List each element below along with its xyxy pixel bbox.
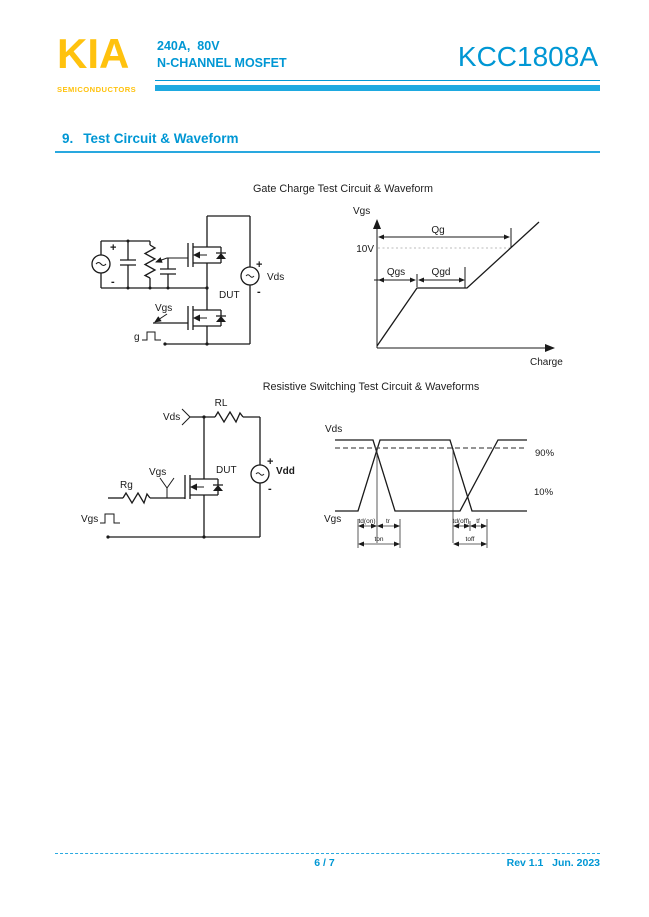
- capacitor-2: [160, 258, 176, 288]
- vdd-plus-label: +: [267, 456, 274, 468]
- axis-label-vgs: Vgs: [353, 206, 371, 217]
- rg-resistor: [123, 493, 150, 503]
- vdd-minus-label: -: [268, 483, 272, 495]
- td-on-label: td(on): [358, 518, 376, 525]
- capacitor-1: [120, 241, 136, 288]
- footer-dashed-line: [55, 853, 600, 854]
- gate-charge-circuit-diagram: [85, 198, 335, 363]
- kia-logo: KIA: [57, 30, 130, 77]
- potentiometer: [145, 245, 155, 278]
- p10-label: 10%: [534, 487, 554, 498]
- source-plus-label: +: [110, 242, 117, 254]
- tf-label: tf: [476, 518, 480, 525]
- part-number: KCC1808A: [457, 41, 598, 72]
- vgs-probe-symbol: [160, 478, 174, 498]
- resistive-switching-circuit-diagram: [78, 393, 323, 553]
- vgs-probe-arrow: [155, 314, 167, 322]
- p90-label: 90%: [535, 448, 555, 459]
- level-label-10v: 10V: [356, 244, 374, 255]
- gate-charge-waveform: [338, 198, 593, 378]
- device-type: N-CHANNEL MOSFET: [157, 56, 287, 70]
- header-rule-thin: [155, 80, 600, 81]
- vgs-probe-label: Vgs: [149, 467, 167, 478]
- td-off-label: td(off): [452, 518, 470, 525]
- dut-label: DUT: [219, 290, 240, 301]
- qgs-label: Qgs: [386, 267, 406, 278]
- vgs-charge-curve: [377, 222, 539, 346]
- vgs-label: Vgs: [155, 303, 173, 314]
- qgd-label: Qgd: [431, 267, 451, 278]
- vdd-branch: [251, 417, 295, 537]
- section-heading: [62, 131, 239, 146]
- source-minus-label: -: [111, 276, 115, 288]
- drain-load-branch: [163, 398, 260, 425]
- vgs-trace: [335, 440, 527, 511]
- toff-label: toff: [465, 536, 475, 543]
- resistive-switching-waveform: [315, 408, 575, 563]
- mosfet-top: [188, 216, 226, 288]
- section-title: Test Circuit & Waveform: [83, 131, 239, 146]
- vds-label: Vds: [267, 272, 285, 283]
- section-underline: [55, 151, 600, 153]
- rl-label: RL: [214, 398, 228, 409]
- tr-label: tr: [386, 518, 390, 525]
- kia-logo-subtext: SEMICONDUCTORS: [57, 85, 137, 94]
- vds-plus-label: +: [256, 259, 263, 271]
- bias-network: [92, 240, 207, 290]
- fig1-title: Gate Charge Test Circuit & Waveform: [252, 183, 433, 195]
- header-rule-thick: [155, 85, 600, 91]
- rg-label: Rg: [120, 480, 133, 491]
- vgs-trace-label: Vgs: [324, 514, 342, 525]
- revision-info: Rev 1.1 Jun. 2023: [506, 857, 600, 869]
- pulse-symbol: [142, 332, 161, 340]
- reference-lines: [377, 448, 453, 543]
- gate-drive: [134, 303, 250, 346]
- dut-label: DUT: [216, 465, 237, 476]
- section-number: 9.: [62, 131, 74, 146]
- ton-label: ton: [374, 536, 384, 543]
- vds-probe-symbol: [182, 409, 190, 425]
- drain-supply-branch: [207, 216, 284, 344]
- vgs-input-label: Vgs: [81, 514, 99, 525]
- vds-trace-label: Vds: [325, 424, 343, 435]
- vds-minus-label: -: [257, 286, 261, 298]
- mosfet-dut: [185, 415, 223, 538]
- gate-network: [108, 467, 185, 503]
- axis-label-charge: Charge: [530, 357, 563, 368]
- page-number: 6 / 7: [314, 857, 335, 869]
- fig2-title: Resistive Switching Test Circuit & Waveforms: [262, 381, 480, 393]
- potentiometer-wiper: [156, 258, 188, 262]
- gate-pulse-label: g: [134, 332, 140, 343]
- vdd-label: Vdd: [276, 466, 295, 477]
- qg-label: Qg: [431, 225, 445, 236]
- device-rating: 240A, 80V: [157, 39, 220, 53]
- pulse-symbol: [100, 514, 120, 523]
- rl-resistor: [215, 412, 243, 422]
- input-and-ground: [81, 514, 260, 539]
- vds-probe-label: Vds: [163, 412, 181, 423]
- vds-trace: [335, 440, 527, 511]
